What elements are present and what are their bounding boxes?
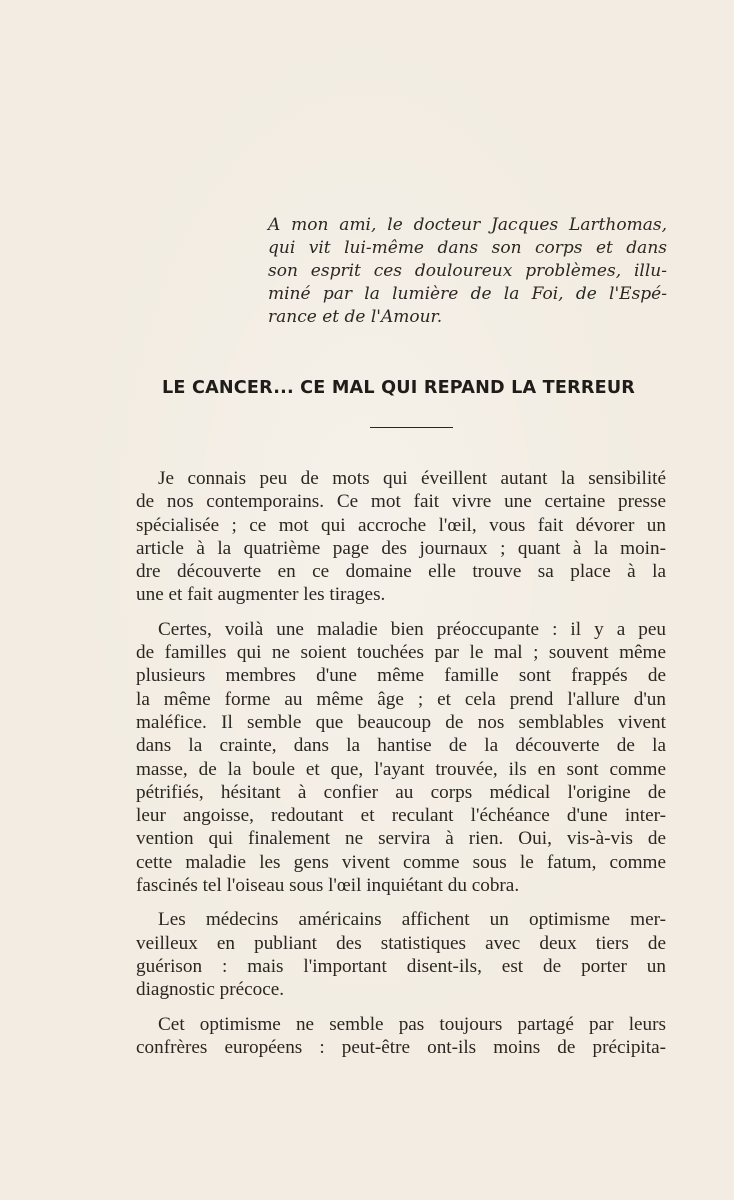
text-line: Les médecins américains affichent un optimisme mer- (158, 909, 666, 931)
text-line: veilleux en publiant des statistiques avec deux tiers de (136, 932, 666, 954)
text-line: masse, de la boule et que, l'ayant trouvée, ils en sont comme (136, 758, 666, 780)
dedication-line: qui vit lui-même dans son corps et dans (268, 238, 667, 258)
text-line: une et fait augmenter les tirages. (136, 584, 386, 606)
text-line: spécialisée ; ce mot qui accroche l'œil, vous fait dévorer un (136, 514, 666, 536)
text-line: confrères européens : peut-être ont-ils moins de précipita- (136, 1036, 666, 1058)
text-line: dans la crainte, dans la hantise de la découverte de la (136, 735, 666, 757)
text-line: Certes, voilà une maladie bien préoccupante : il y a peu (158, 618, 666, 640)
text-line: la même forme au même âge ; et cela prend l'allure d'un (136, 688, 666, 710)
paragraph (136, 908, 666, 1001)
text-line: fascinés tel l'oiseau sous l'œil inquiétant du cobra. (136, 875, 520, 897)
dedication-line: son esprit ces douloureux problèmes, illu- (268, 261, 667, 281)
text-line: pétrifiés, hésitant à confier au corps médical l'origine de (136, 781, 666, 803)
text-line: Cet optimisme ne semble pas toujours partagé par leurs (158, 1013, 666, 1035)
text-line: de familles qui ne soient touchées par le mal ; souvent même (136, 642, 666, 664)
dedication (268, 214, 668, 329)
dedication-line: miné par la lumière de la Foi, de l'Espé- (268, 284, 667, 304)
text-line: leur angoisse, redoutant et reculant l'échéance d'une inter- (136, 805, 666, 827)
text-line: vention qui finalement ne servira à rien. Oui, vis-à-vis de (136, 828, 666, 850)
paragraph (136, 467, 666, 607)
text-line: article à la quatrième page des journaux ; quant à la moin- (136, 537, 666, 559)
body-text (136, 467, 666, 1070)
text-line: maléfice. Il semble que beaucoup de nos semblables vivent (136, 711, 666, 733)
title-divider (370, 427, 453, 428)
text-line: dre découverte en ce domaine elle trouve sa place à la (136, 561, 666, 583)
text-line: Je connais peu de mots qui éveillent autant la sensibilité (158, 468, 666, 489)
paragraph (136, 618, 666, 898)
dedication-line: rance et de l'Amour. (268, 307, 443, 327)
text-line: guérison : mais l'important disent-ils, est de porter un (136, 955, 666, 977)
text-line: diagnostic précoce. (136, 979, 285, 1001)
text-line: de nos contemporains. Ce mot fait vivre une certaine presse (136, 491, 666, 513)
paragraph (136, 1013, 666, 1060)
text-line: cette maladie les gens vivent comme sous le fatum, comme (136, 851, 666, 873)
chapter-title: LE CANCER... CE MAL QUI REPAND LA TERREUR (162, 378, 636, 398)
dedication-line: A mon ami, le docteur Jacques Larthomas, (268, 215, 667, 235)
text-line: plusieurs membres d'une même famille sont frappés de (136, 665, 666, 687)
